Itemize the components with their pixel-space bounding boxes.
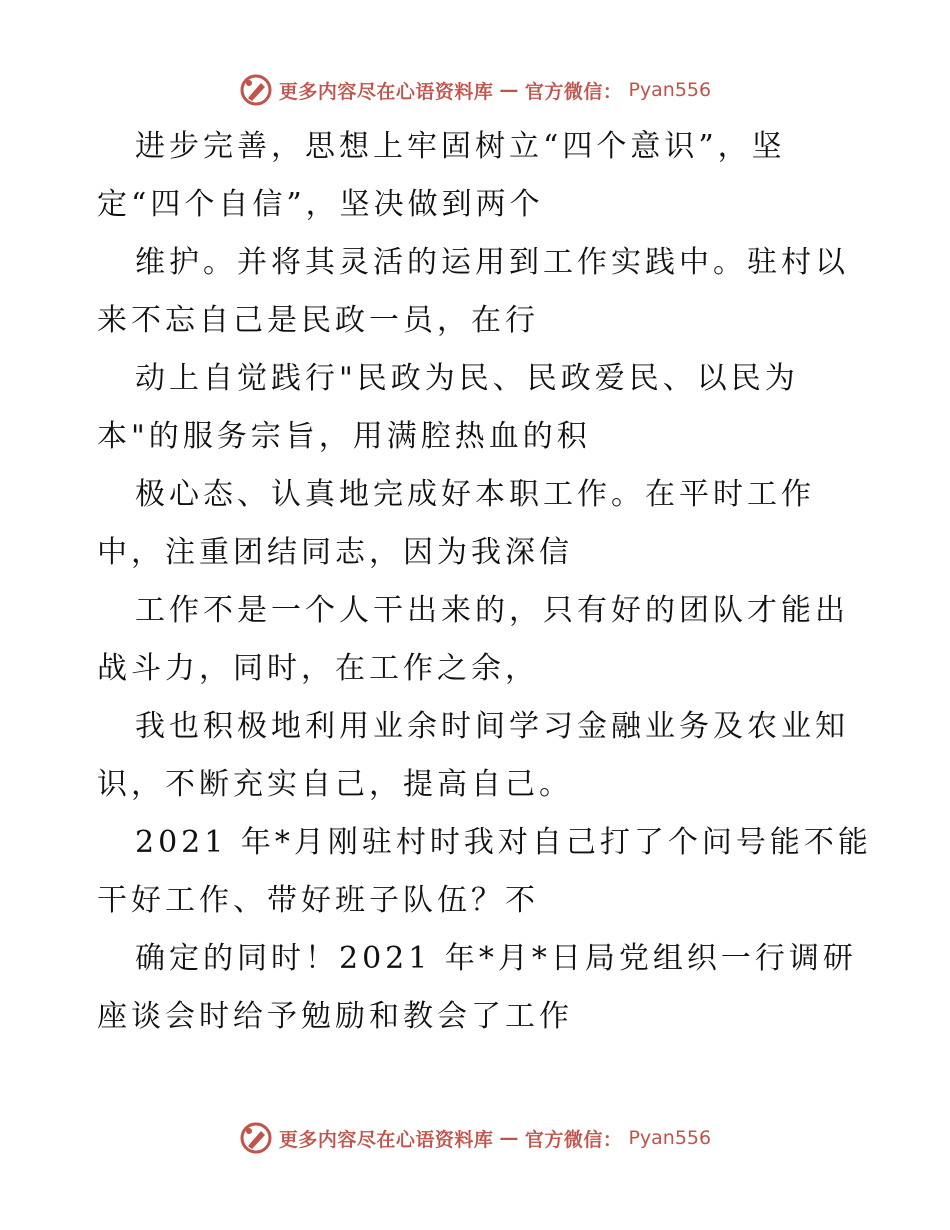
header-watermark xyxy=(0,70,950,110)
watermark-wechat-id: Pyan556 xyxy=(628,79,712,101)
paragraph-line: 本"的服务宗旨，用满腔热血的积 xyxy=(97,419,591,454)
paragraph xyxy=(97,350,857,466)
paragraph-line: 2021 年*月刚驻村时我对自己打了个问号能不能 xyxy=(135,825,872,860)
watermark-separator: — xyxy=(499,1127,519,1149)
pen-logo-icon xyxy=(239,73,273,107)
paragraph xyxy=(97,930,857,1046)
document-body xyxy=(97,118,872,1046)
paragraph-line: 进步完善，思想上牢固树立“四个意识”，坚 xyxy=(135,129,786,164)
paragraph xyxy=(97,118,857,234)
footer-watermark xyxy=(0,1118,950,1158)
watermark-brand: 更多内容尽在心语资料库 xyxy=(278,1128,494,1151)
paragraph-line: 中，注重团结同志，因为我深信 xyxy=(97,535,573,570)
paragraph-line: 极心态、认真地完成好本职工作。在平时工作 xyxy=(135,477,815,512)
paragraph xyxy=(97,466,857,582)
watermark-brand: 更多内容尽在心语资料库 xyxy=(278,80,494,103)
pen-logo-icon xyxy=(239,1121,273,1155)
paragraph-line: 来不忘自己是民政一员，在行 xyxy=(97,303,539,338)
watermark-wechat-id: Pyan556 xyxy=(628,1127,712,1149)
paragraph-line: 工作不是一个人干出来的，只有好的团队才能出 xyxy=(135,593,849,628)
paragraph xyxy=(97,234,857,350)
watermark-separator: — xyxy=(499,79,519,101)
paragraph-line: 干好工作、带好班子队伍？不 xyxy=(97,883,539,918)
paragraph-line: 我也积极地利用业余时间学习金融业务及农业知 xyxy=(135,709,849,744)
watermark-wechat-label: 官方微信： xyxy=(524,80,623,103)
paragraph-line: 确定的同时！2021 年*月*日局党组织一行调研 xyxy=(135,941,857,976)
watermark-wechat-label: 官方微信： xyxy=(524,1128,623,1151)
paragraph xyxy=(97,814,872,930)
paragraph-line: 定“四个自信”，坚决做到两个 xyxy=(97,187,544,222)
paragraph-line: 战斗力，同时，在工作之余， xyxy=(97,651,539,686)
paragraph xyxy=(97,698,857,814)
paragraph-line: 动上自觉践行"民政为民、民政爱民、以民为 xyxy=(135,361,799,396)
paragraph-line: 座谈会时给予勉励和教会了工作 xyxy=(97,999,573,1034)
paragraph xyxy=(97,582,857,698)
paragraph-line: 识，不断充实自己，提高自己。 xyxy=(97,767,573,802)
paragraph-line: 维护。并将其灵活的运用到工作实践中。驻村以 xyxy=(135,245,849,280)
